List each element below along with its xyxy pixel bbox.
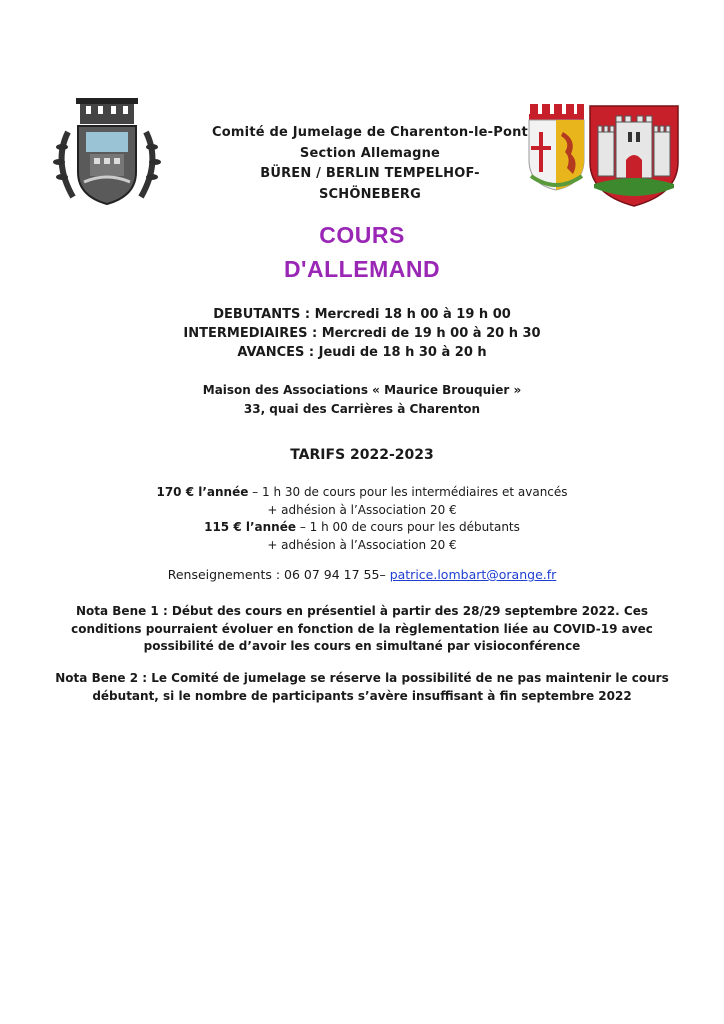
- price-2-text: – 1 h 00 de cours pour les débutants: [296, 520, 520, 534]
- organization-header: [205, 123, 535, 205]
- address-block: [0, 381, 724, 418]
- schedule-intermediaires: INTERMEDIAIRES : Mercredi de 19 h 00 à 20 h 30: [183, 326, 541, 341]
- nota2-line-2: débutant, si le nombre de participants s’avère insuffisant à fin septembre 2022: [92, 688, 632, 703]
- nota1-line-1: Nota Bene 1 : Début des cours en présentiel à partir des 28/29 septembre 2022. Ces: [75, 604, 649, 618]
- schedule-avances: AVANCES : Jeudi de 18 h 30 à 20 h: [237, 345, 487, 360]
- schedule-debutants: DEBUTANTS : Mercredi 18 h 00 à 19 h 00: [213, 307, 511, 322]
- page-title-line-2: D'ALLEMAND: [283, 256, 441, 282]
- page-title-line-1: COURS: [319, 222, 405, 248]
- contact-line: [0, 567, 724, 582]
- header-line-2: Section Allemagne: [299, 145, 441, 161]
- header-line-4: SCHÖNEBERG: [318, 186, 422, 202]
- address-line-1: Maison des Associations « Maurice Brouquier »: [202, 383, 522, 397]
- bueren-crest-icon: [527, 102, 585, 192]
- address-line-2: 33, quai des Carrières à Charenton: [243, 401, 481, 416]
- nota-bene-2: [0, 670, 724, 705]
- price-line-1: [0, 484, 724, 502]
- contact-email-link[interactable]: patrice.lombart@orange.fr: [389, 567, 557, 582]
- price-line-2: [0, 519, 724, 537]
- header-line-1: Comité de Jumelage de Charenton-le-Pont: [212, 125, 528, 140]
- nota1-line-2: conditions pourraient évoluer en fonction de la règlementation liée au COVID-19 avec: [71, 621, 653, 636]
- contact-label: Renseignements : 06 07 94 17 55–: [167, 567, 390, 582]
- price-2-extra: + adhésion à l’Association 20 €: [267, 537, 457, 552]
- tarifs-heading: TARIFS 2022-2023: [290, 447, 434, 463]
- schedule-block: [0, 305, 724, 362]
- tempelhof-schoeneberg-crest-icon: [588, 104, 680, 208]
- price-1-extra: + adhésion à l’Association 20 €: [267, 502, 457, 517]
- prices-block: [0, 484, 724, 554]
- nota2-line-1: Nota Bene 2 : Le Comité de jumelage se réserve la possibilité de ne pas maintenir le cours: [55, 671, 669, 685]
- price-1-text: – 1 h 30 de cours pour les intermédiaires et avancés: [248, 485, 568, 499]
- charenton-crest-icon: [48, 92, 166, 212]
- nota1-line-3: possibilité de d’avoir les cours en simultané par visioconférence: [143, 639, 581, 653]
- header-line-3: BÜREN / BERLIN TEMPELHOF-: [260, 166, 480, 181]
- nota-bene-1: [0, 603, 724, 656]
- price-2-label: 115 € l’année: [204, 520, 296, 534]
- price-1-label: 170 € l’année: [156, 485, 249, 499]
